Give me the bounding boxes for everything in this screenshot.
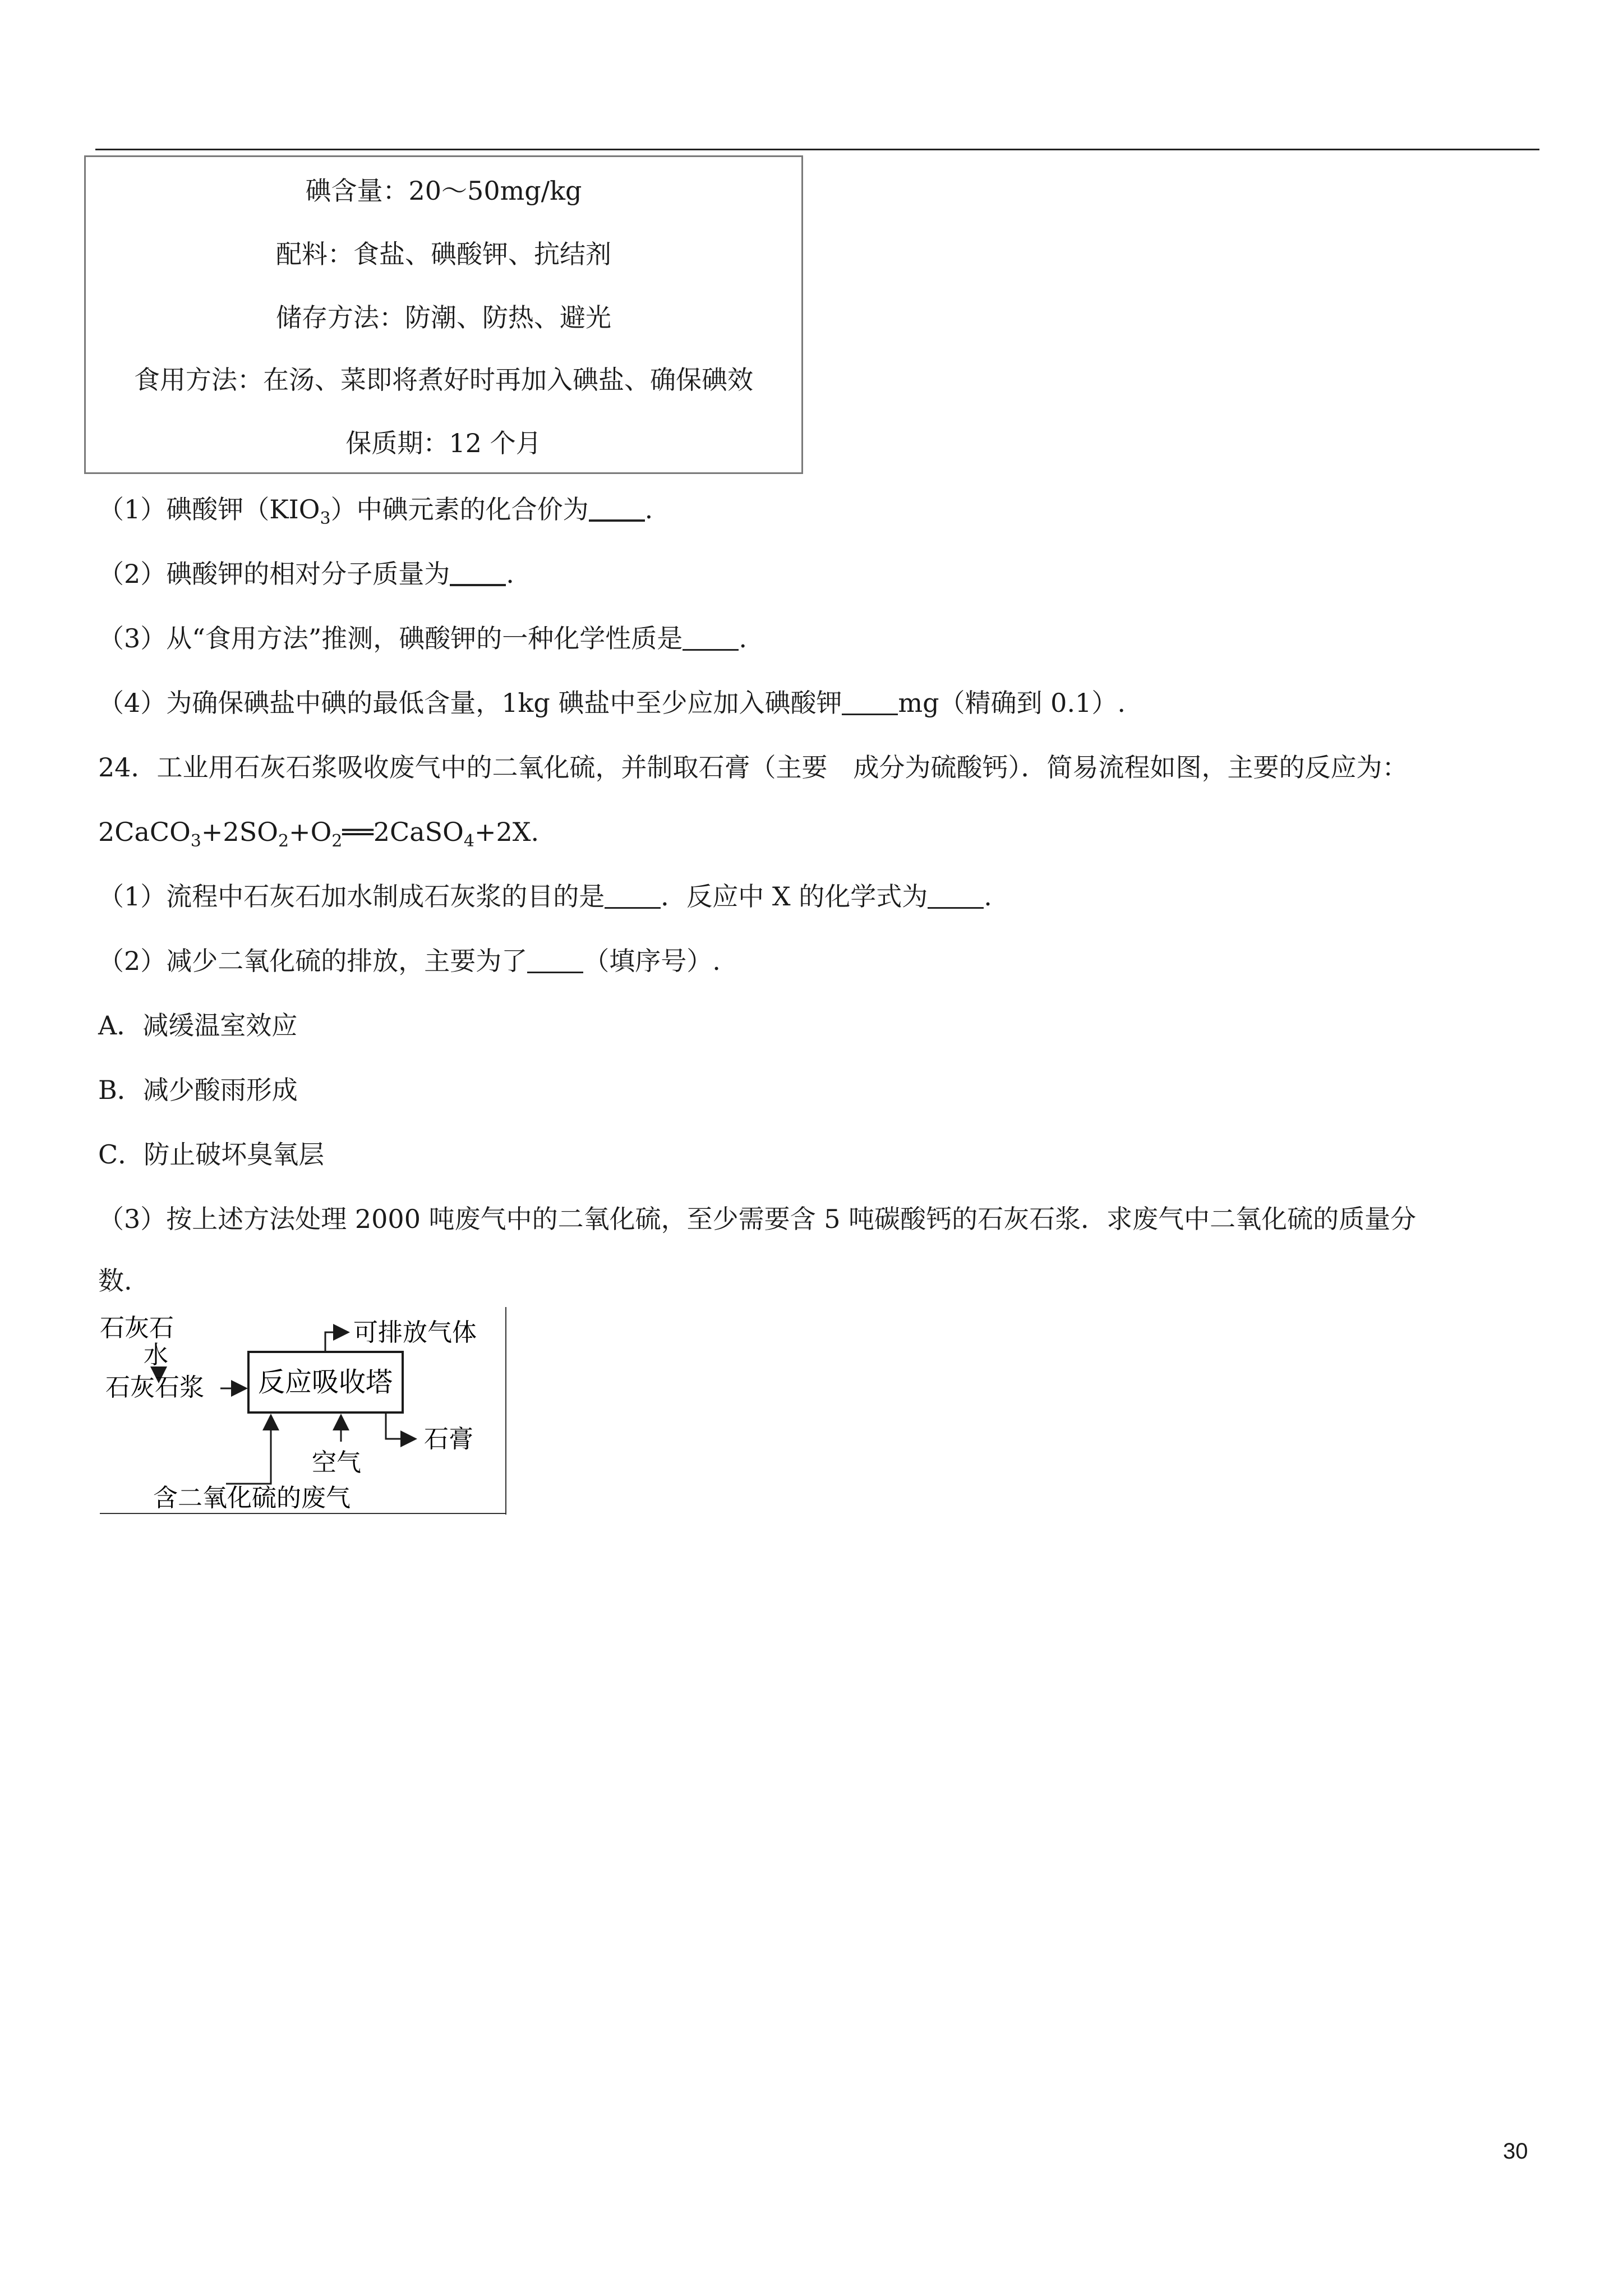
salt-label-box <box>84 155 803 474</box>
tower-label: 反应吸收塔 <box>257 1366 393 1398</box>
eq-term: ══2CaSO <box>342 817 464 847</box>
eq-term: +O <box>289 817 332 847</box>
label-iodine-content: 碘含量：20～50mg/kg <box>305 176 582 206</box>
label-storage: 储存方法：防潮、防热、避光 <box>276 302 611 333</box>
q23-part2 <box>98 557 514 591</box>
slurry-label: 石灰石浆 <box>105 1373 204 1402</box>
waste-gas-arrow <box>226 1417 271 1484</box>
subscript: 3 <box>320 509 331 528</box>
q24-part2 <box>98 944 721 978</box>
q24-part3-line1: （3）按上述方法处理 2000 吨废气中的二氧化硫，至少需要含 5 吨碳酸钙的石灰石浆．求废气中二氧化硫的质量分 <box>98 1204 1417 1234</box>
answer-blank[interactable] <box>683 624 739 651</box>
q23-part4 <box>98 686 1126 720</box>
q23-part3 <box>98 622 747 655</box>
label-shelf-life: 保质期：12 个月 <box>345 428 542 458</box>
q24-part3-line2: 数. <box>98 1266 132 1296</box>
option-b[interactable]: B．减少酸雨形成 <box>98 1075 298 1105</box>
label-usage: 食用方法：在汤、菜即将煮好时再加入碘盐、确保碘效 <box>134 365 753 395</box>
q23-part1-text: （1）碘酸钾（KIO <box>98 494 320 524</box>
period: . <box>644 494 653 524</box>
period: . <box>984 881 992 912</box>
answer-blank[interactable] <box>928 882 984 909</box>
subscript: 3 <box>190 831 201 851</box>
q24-part1-text: （1）流程中石灰石加水制成石灰浆的目的是 <box>98 881 605 912</box>
q24-equation <box>98 815 539 849</box>
q24-stem: 24．工业用石灰石浆吸收废气中的二氧化硫，并制取石膏（主要 成分为硫酸钙）．简易流程如图，主要的反应为： <box>98 752 1408 783</box>
option-a[interactable]: A．减缓温室效应 <box>98 1010 298 1041</box>
gypsum-arrow <box>386 1412 414 1439</box>
q24-part2-text: （2）减少二氧化硫的排放，主要为了 <box>98 946 528 976</box>
subscript: 2 <box>278 831 289 851</box>
header-rule <box>95 149 1539 150</box>
air-label: 空气 <box>312 1448 361 1477</box>
q23-part2-text: （2）碘酸钾的相对分子质量为 <box>98 559 450 589</box>
gypsum-label: 石膏 <box>424 1425 473 1453</box>
q23-part4-text-b: mg（精确到 0.1）. <box>898 688 1126 718</box>
page-number: 30 <box>1503 2139 1528 2164</box>
limestone-label: 石灰石 <box>100 1314 174 1342</box>
waste-gas-label: 含二氧化硫的废气 <box>153 1484 351 1512</box>
answer-blank[interactable] <box>842 689 898 715</box>
exhaust-label: 可排放气体 <box>353 1318 477 1347</box>
q24-part1 <box>98 880 992 913</box>
period: . <box>506 559 514 589</box>
q23-part1 <box>98 493 653 526</box>
q23-part1-text-b: ）中碘元素的化合价为 <box>330 494 589 524</box>
subscript: 2 <box>331 831 343 851</box>
exhaust-arrow <box>325 1332 347 1352</box>
subscript: 4 <box>463 831 474 851</box>
answer-blank[interactable] <box>450 559 506 586</box>
q24-part2-text-b: （填序号）. <box>583 946 721 976</box>
eq-term: 2CaCO <box>98 817 191 847</box>
eq-term: +2X. <box>474 817 540 847</box>
answer-blank[interactable] <box>589 495 645 522</box>
eq-term: +2SO <box>201 817 278 847</box>
answer-blank[interactable] <box>527 947 583 973</box>
answer-blank[interactable] <box>605 882 661 909</box>
process-flow-diagram <box>100 1307 507 1515</box>
option-c[interactable]: C．防止破坏臭氧层 <box>98 1139 325 1170</box>
q23-part4-text: （4）为确保碘盐中碘的最低含量，1kg 碘盐中至少应加入碘酸钾 <box>98 688 842 718</box>
q24-part1-text-b: ．反应中 X 的化学式为 <box>661 881 928 912</box>
q23-part3-text: （3）从“食用方法”推测，碘酸钾的一种化学性质是 <box>98 623 683 654</box>
period: . <box>739 623 747 654</box>
water-label: 水 <box>144 1341 168 1369</box>
label-ingredients: 配料：食盐、碘酸钾、抗结剂 <box>276 239 611 269</box>
